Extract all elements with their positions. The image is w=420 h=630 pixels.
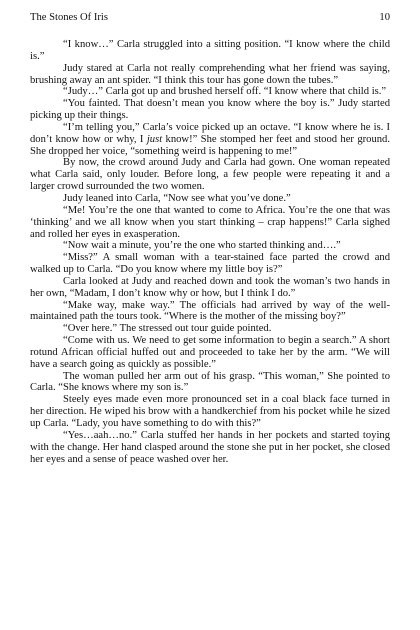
paragraph [30, 122, 390, 158]
paragraph: “Me! You’re the one that wanted to come to Africa. You’re the one that was ‘thinking’ and we all know when you start thinking – crap happens!” Carla sighed and rolled her eyes in exasperation. [30, 204, 390, 240]
paragraph: The woman pulled her arm out of his grasp. “This woman,” She pointed to Carla. “She knows where my son is.” [30, 370, 390, 394]
paragraph: “Yes…aah…no.” Carla stuffed her hands in her pockets and started toying with the change. Her hand clasped around the stone she put in her pocket, she closed her eyes and a sense of peace washed over her. [30, 429, 390, 465]
paragraph: “Come with us. We need to get some information to begin a search.” A short rotund African official huffed out and proceeded to take her by the arm. “We will have a search going as quickly as possible.” [30, 335, 390, 370]
paragraph: By now, the crowd around Judy and Carla had gown. One woman repeated what Carla said, only louder. Before long, a few people were repeating it and a larger crowd surrounded the two women. [30, 157, 390, 193]
paragraph: Judy leaned into Carla, “Now see what you’ve done.” [63, 192, 291, 204]
paragraph: Judy stared at Carla not really comprehending what her friend was saying, brushing away an ant spider. “I think this tour has gone down the tubes.” [30, 62, 390, 86]
running-header [30, 11, 390, 24]
paragraph: “Over here.” The stressed out tour guide pointed. [63, 323, 272, 335]
paragraph: “Make way, make way.” The officials had arrived by way of the well-maintained path the tours took. “Where is the mother of the missing boy?” [30, 299, 390, 323]
paragraph: “I know…” Carla struggled into a sitting position. “I know where the child is.” [30, 39, 390, 62]
paragraph: Steely eyes made even more pronounced set in a coal black face turned in her direction. He wiped his brow with a handkerchief from his pocket while he sized up Carla. “Lady, you have something to do with this?” [30, 394, 390, 429]
paragraph: Carla looked at Judy and reached down and took the woman’s two hands in her own, “Madam, I don’t know why or how, but I think I do.” [30, 275, 390, 299]
emphasized-word: just [146, 133, 163, 145]
paragraph: “You fainted. That doesn’t mean you know where the boy is.” Judy started picking up their things. [30, 98, 390, 122]
paragraph: “Miss?” A small woman with a tear-stained face parted the crowd and walked up to Carla. “Do you know where my little boy is?” [30, 252, 390, 276]
book-title: The Stones Of Iris [30, 12, 108, 23]
body-text [30, 39, 390, 465]
page-number: 10 [379, 12, 390, 23]
paragraph: “Now wait a minute, you’re the one who started thinking and….” [63, 240, 341, 252]
paragraph: “Judy…” Carla got up and brushed herself off. “I know where that child is.” [63, 86, 387, 98]
paragraph-text: “I’m telling you,” Carla’s voice picked up an octave. “I know where he is. I don’t know how or why, I [30, 121, 390, 145]
paragraph-text: know!” She stomped her feet and stood her ground. She dropped her voice, “something weird is happening to me!” [30, 133, 390, 157]
